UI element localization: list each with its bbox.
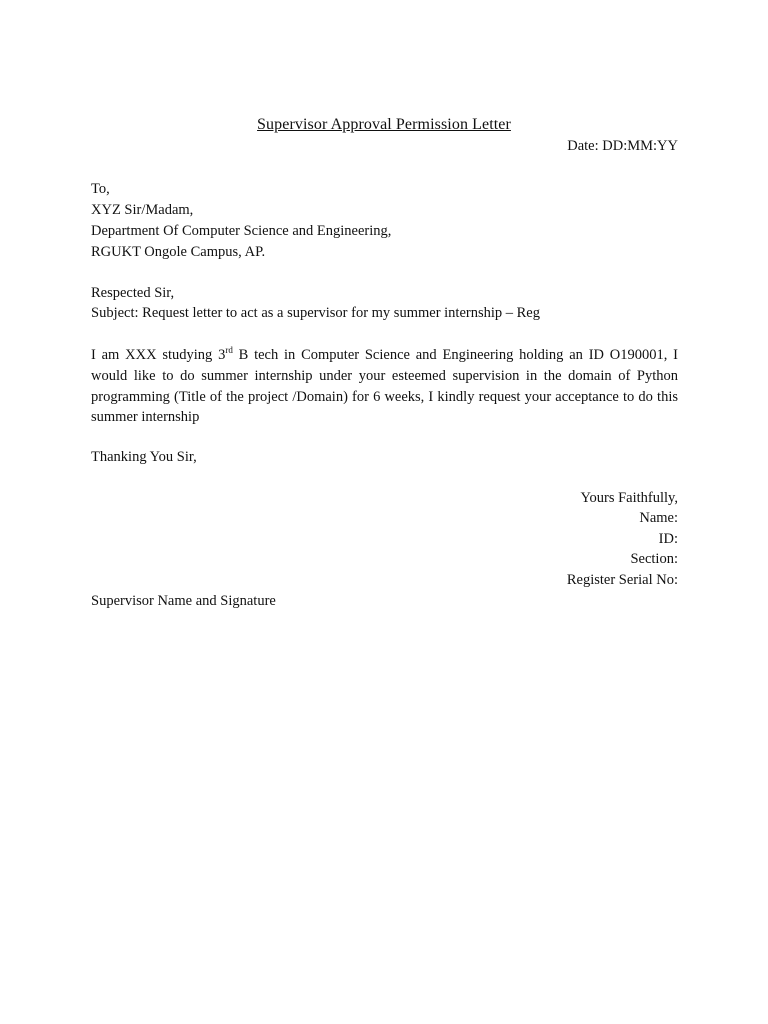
- body-text-part2: B tech in Computer Science and Engineering holding an ID O190001, I would like to do summer internship under your esteemed supervision in the domain of Python programming (Title of the project /Domain) for 6 weeks, I kindly request your acceptance to do this summer internship: [91, 347, 678, 426]
- address-to: To,: [91, 181, 110, 197]
- body-text-part1: I am XXX studying 3: [91, 347, 226, 363]
- address-recipient-name: XYZ Sir/Madam,: [91, 202, 194, 218]
- address-campus: RGUKT Ongole Campus, AP.: [91, 244, 266, 260]
- signoff-name: Name:: [639, 510, 678, 526]
- signoff-register-serial: Register Serial No:: [566, 572, 678, 588]
- letter-title: Supervisor Approval Permission Letter: [257, 116, 511, 133]
- signoff-id: ID:: [658, 531, 678, 547]
- supervisor-signature-label: Supervisor Name and Signature: [91, 593, 276, 609]
- subject-line: Subject: Request letter to act as a supervisor for my summer internship – Reg: [91, 305, 540, 321]
- body-paragraph: [91, 345, 678, 428]
- signoff-yours-faithfully: Yours Faithfully,: [580, 490, 678, 506]
- letter-date: Date: DD:MM:YY: [567, 138, 678, 154]
- address-department: Department Of Computer Science and Engineering,: [91, 223, 392, 239]
- closing-thanks: Thanking You Sir,: [91, 449, 197, 465]
- salutation: Respected Sir,: [91, 285, 175, 301]
- ordinal-suffix: rd: [225, 345, 233, 356]
- signoff-section: Section:: [630, 551, 678, 567]
